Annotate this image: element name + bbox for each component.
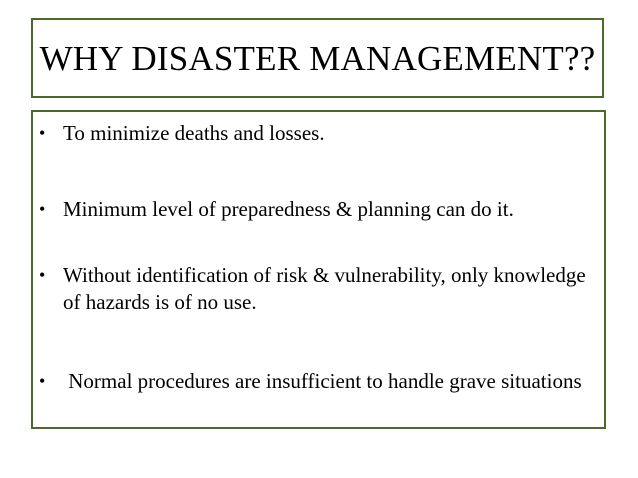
content-box xyxy=(31,110,606,429)
bullet-item xyxy=(33,262,604,316)
bullet-text: To minimize deaths and losses. xyxy=(63,121,325,145)
bullet-item xyxy=(33,196,604,223)
bullet-icon: • xyxy=(39,371,46,391)
title-box xyxy=(31,18,604,98)
bullet-icon: • xyxy=(39,265,46,285)
bullet-icon: • xyxy=(39,199,46,219)
bullet-item xyxy=(33,120,604,147)
bullet-text: Without identification of risk & vulnerability, only knowledge of hazards is of no use. xyxy=(63,263,586,314)
bullet-icon: • xyxy=(39,123,46,143)
bullet-item xyxy=(33,368,604,395)
slide-title: WHY DISASTER MANAGEMENT?? xyxy=(39,38,596,78)
bullet-text: Normal procedures are insufficient to handle grave situations xyxy=(63,369,582,393)
bullet-text: Minimum level of preparedness & planning can do it. xyxy=(63,197,514,221)
